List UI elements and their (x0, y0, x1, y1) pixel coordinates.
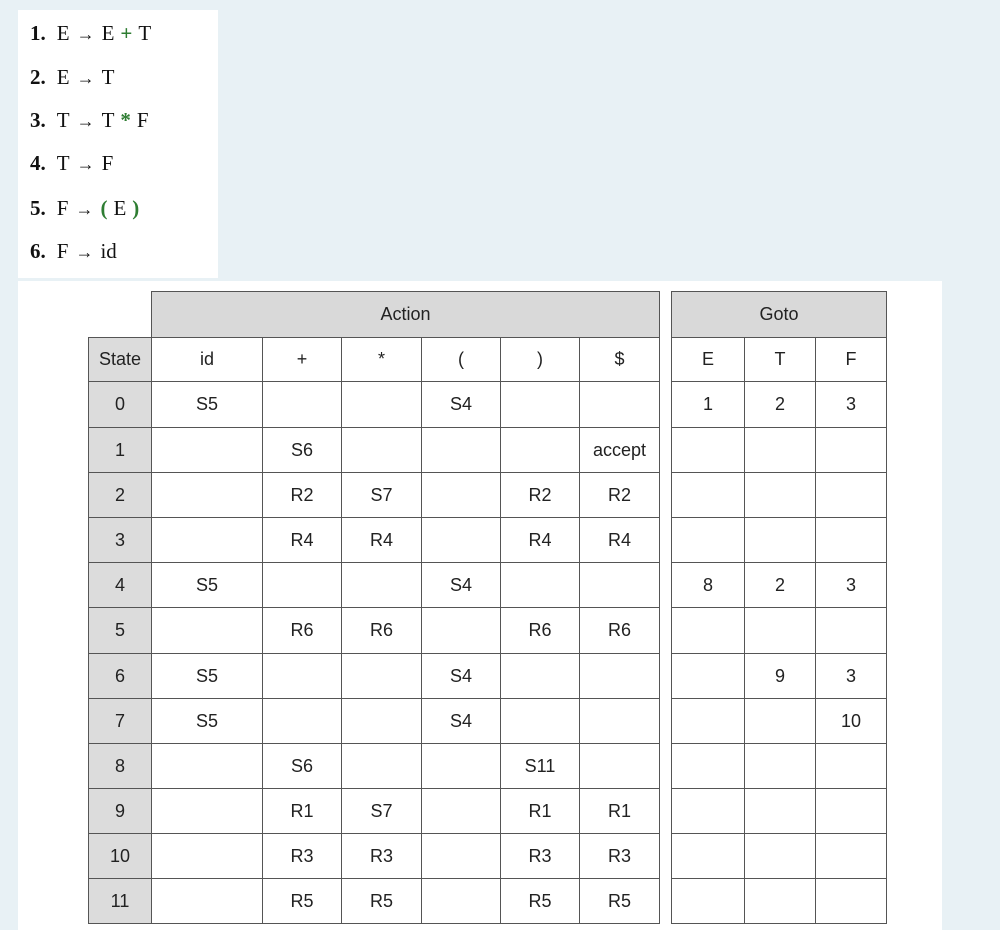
action-cell: R3 (500, 833, 580, 879)
action-cell: S5 (151, 381, 263, 428)
action-cell (151, 472, 263, 518)
action-cell: R4 (500, 517, 580, 563)
action-cell: S4 (421, 698, 501, 744)
action-cell (579, 562, 660, 608)
action-cell: S5 (151, 653, 263, 699)
goto-column-header: T (744, 337, 816, 382)
action-cell: S4 (421, 653, 501, 699)
action-header: Action (151, 291, 660, 338)
grammar-symbol: F (136, 108, 149, 132)
rule-number: 4. (30, 151, 46, 175)
action-cell (500, 698, 580, 744)
action-cell: R3 (262, 833, 342, 879)
action-cell: R2 (262, 472, 342, 518)
action-cell (579, 653, 660, 699)
action-column-header: ( (421, 337, 501, 382)
grammar-symbol: E (113, 196, 127, 220)
action-column-header: id (151, 337, 263, 382)
action-cell: S4 (421, 562, 501, 608)
rule-number: 3. (30, 108, 46, 132)
goto-column-header: F (815, 337, 887, 382)
action-cell (151, 833, 263, 879)
action-cell (262, 381, 342, 428)
action-column-header: * (341, 337, 422, 382)
arrow-icon: → (76, 24, 95, 44)
goto-cell: 10 (815, 698, 887, 744)
state-cell: 10 (88, 833, 152, 879)
goto-cell (671, 607, 745, 654)
goto-cell: 9 (744, 653, 816, 699)
action-cell: S4 (421, 381, 501, 428)
action-cell: R6 (262, 607, 342, 654)
action-cell: S5 (151, 562, 263, 608)
parse-table (18, 281, 942, 930)
state-cell: 1 (88, 427, 152, 473)
action-cell: S7 (341, 788, 422, 834)
arrow-icon: → (76, 154, 95, 174)
grammar-rule (30, 195, 142, 222)
goto-cell (671, 517, 745, 563)
grammar-symbol: T (56, 151, 70, 175)
goto-cell (815, 517, 887, 563)
action-cell: R1 (262, 788, 342, 834)
goto-cell (744, 472, 816, 518)
goto-cell (815, 788, 887, 834)
action-cell (262, 653, 342, 699)
action-cell (341, 743, 422, 789)
action-cell: R3 (341, 833, 422, 879)
action-goto-separator (659, 291, 672, 924)
action-cell (341, 427, 422, 473)
action-column-header: ) (500, 337, 580, 382)
action-cell: R5 (579, 878, 660, 924)
goto-cell (815, 472, 887, 518)
goto-cell (671, 878, 745, 924)
goto-cell (744, 833, 816, 879)
goto-cell (671, 472, 745, 518)
goto-cell: 8 (671, 562, 745, 608)
state-cell: 8 (88, 743, 152, 789)
action-cell (421, 878, 501, 924)
goto-cell (815, 427, 887, 473)
state-cell: 0 (88, 381, 152, 428)
arrow-icon: → (76, 111, 95, 131)
action-cell (262, 562, 342, 608)
action-cell: R1 (500, 788, 580, 834)
goto-cell (744, 878, 816, 924)
action-cell: R3 (579, 833, 660, 879)
goto-cell (815, 833, 887, 879)
state-cell: 6 (88, 653, 152, 699)
action-cell: S11 (500, 743, 580, 789)
goto-cell: 2 (744, 381, 816, 428)
goto-cell (815, 743, 887, 789)
grammar-symbol: T (56, 108, 70, 132)
action-cell: R2 (579, 472, 660, 518)
goto-cell: 1 (671, 381, 745, 428)
action-cell (500, 653, 580, 699)
goto-cell (744, 698, 816, 744)
action-cell (579, 743, 660, 789)
action-cell: R4 (579, 517, 660, 563)
arrow-icon: → (76, 68, 95, 88)
action-cell: R4 (341, 517, 422, 563)
goto-cell: 3 (815, 562, 887, 608)
action-cell: R2 (500, 472, 580, 518)
action-cell (421, 788, 501, 834)
grammar-symbol: E (56, 21, 70, 45)
state-column-header: State (88, 337, 152, 382)
goto-cell (744, 517, 816, 563)
grammar-symbol: E (101, 21, 115, 45)
goto-cell (671, 743, 745, 789)
grammar-rule (30, 64, 117, 91)
terminal-symbol: ( (100, 196, 108, 220)
action-cell: R4 (262, 517, 342, 563)
goto-cell (671, 653, 745, 699)
goto-cell (671, 788, 745, 834)
goto-cell: 3 (815, 381, 887, 428)
goto-cell: 3 (815, 653, 887, 699)
state-cell: 2 (88, 472, 152, 518)
action-cell (151, 788, 263, 834)
action-cell: R5 (500, 878, 580, 924)
action-cell (421, 833, 501, 879)
goto-header: Goto (671, 291, 887, 338)
grammar-rule (30, 238, 120, 265)
action-cell (579, 381, 660, 428)
goto-cell (744, 427, 816, 473)
grammar-symbol: T (138, 21, 152, 45)
grammar-rule (30, 20, 154, 47)
action-cell (341, 381, 422, 428)
action-cell (500, 562, 580, 608)
action-cell (421, 472, 501, 518)
action-cell (421, 743, 501, 789)
goto-cell (744, 607, 816, 654)
action-cell: S6 (262, 743, 342, 789)
action-cell (341, 698, 422, 744)
grammar-symbol: F (56, 239, 69, 263)
goto-cell (671, 427, 745, 473)
grammar-symbol: T (101, 65, 115, 89)
action-cell: S5 (151, 698, 263, 744)
action-cell (579, 698, 660, 744)
rule-number: 5. (30, 196, 46, 220)
action-cell: S6 (262, 427, 342, 473)
action-cell: R1 (579, 788, 660, 834)
goto-cell (671, 833, 745, 879)
rule-number: 6. (30, 239, 46, 263)
grammar-symbol: T (101, 108, 115, 132)
state-cell: 4 (88, 562, 152, 608)
rule-number: 1. (30, 21, 46, 45)
action-cell: R6 (579, 607, 660, 654)
grammar-rule (30, 150, 116, 177)
grammar-symbol: F (101, 151, 114, 175)
goto-cell (815, 878, 887, 924)
action-cell: accept (579, 427, 660, 473)
grammar-symbol: F (56, 196, 69, 220)
action-cell (500, 427, 580, 473)
action-cell (421, 607, 501, 654)
state-cell: 9 (88, 788, 152, 834)
state-cell: 5 (88, 607, 152, 654)
action-cell (262, 698, 342, 744)
grammar-rule (30, 107, 152, 134)
action-cell: R5 (262, 878, 342, 924)
goto-cell (671, 698, 745, 744)
arrow-icon: → (75, 242, 94, 262)
action-cell: R6 (341, 607, 422, 654)
action-column-header: $ (579, 337, 660, 382)
state-cell: 7 (88, 698, 152, 744)
action-cell (151, 607, 263, 654)
goto-cell (744, 788, 816, 834)
grammar-rules (18, 10, 218, 278)
action-cell (341, 562, 422, 608)
arrow-icon: → (75, 199, 94, 219)
action-cell: R6 (500, 607, 580, 654)
rule-number: 2. (30, 65, 46, 89)
terminal-symbol: + (120, 21, 133, 45)
grammar-symbol: id (100, 239, 117, 263)
action-cell: S7 (341, 472, 422, 518)
goto-cell (815, 607, 887, 654)
action-cell (151, 743, 263, 789)
goto-cell (744, 743, 816, 789)
action-cell (151, 878, 263, 924)
action-cell (151, 427, 263, 473)
action-cell (421, 517, 501, 563)
goto-column-header: E (671, 337, 745, 382)
terminal-symbol: * (120, 108, 131, 132)
state-cell: 3 (88, 517, 152, 563)
action-cell (421, 427, 501, 473)
action-cell (151, 517, 263, 563)
action-column-header: + (262, 337, 342, 382)
state-cell: 11 (88, 878, 152, 924)
action-cell: R5 (341, 878, 422, 924)
terminal-symbol: ) (132, 196, 140, 220)
action-cell (500, 381, 580, 428)
grammar-symbol: E (56, 65, 70, 89)
action-cell (341, 653, 422, 699)
goto-cell: 2 (744, 562, 816, 608)
